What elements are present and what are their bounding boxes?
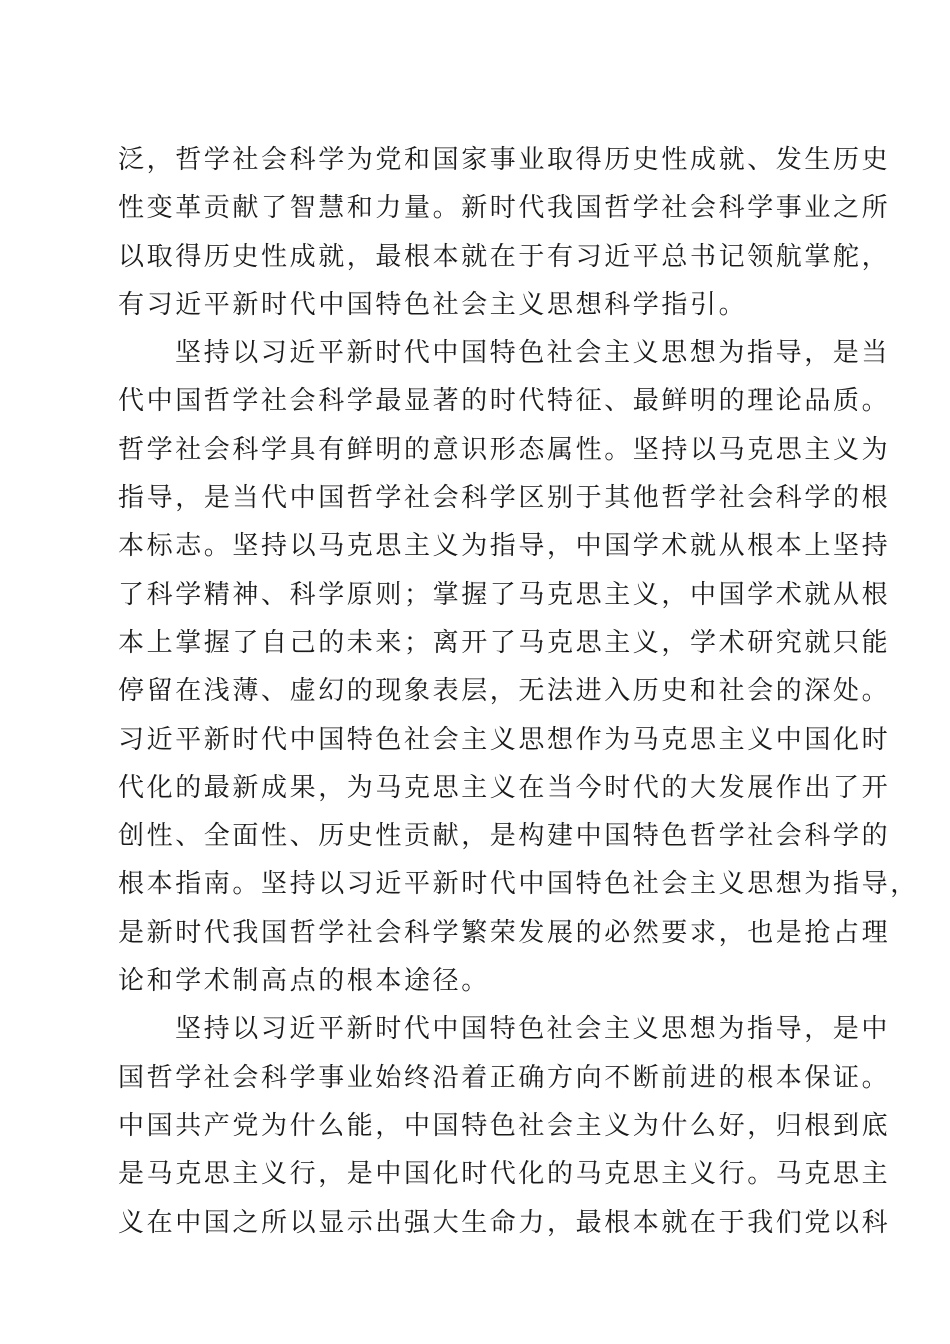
text-line: 哲学社会科学具有鲜明的意识形态属性。坚持以马克思主义为: [118, 434, 891, 465]
text-line: 本上掌握了自己的未来；离开了马克思主义，学术研究就只能: [118, 627, 891, 658]
text-line: 以取得历史性成就，最根本就在于有习近平总书记领航掌舵，: [118, 241, 891, 272]
text-line: 是马克思主义行，是中国化时代化的马克思主义行。马克思主: [118, 1159, 891, 1190]
text-line: 了科学精神、科学原则；掌握了马克思主义，中国学术就从根: [118, 579, 891, 610]
text-line: 国哲学社会科学事业始终沿着正确方向不断前进的根本保证。: [118, 1062, 891, 1093]
text-line-indented: 坚持以习近平新时代中国特色社会主义思想为指导，是当: [175, 338, 891, 369]
text-line-indented: 坚持以习近平新时代中国特色社会主义思想为指导，是中: [175, 1014, 891, 1045]
text-line: 论和学术制高点的根本途径。: [118, 966, 490, 997]
text-line: 创性、全面性、历史性贡献，是构建中国特色哲学社会科学的: [118, 821, 891, 852]
text-line: 代中国哲学社会科学最显著的时代特征、最鲜明的理论品质。: [118, 386, 891, 417]
paragraph-1: [118, 136, 891, 329]
text-line: 根本指南。坚持以习近平新时代中国特色社会主义思想为指导，: [118, 869, 919, 900]
text-line: 指导，是当代中国哲学社会科学区别于其他哲学社会科学的根: [118, 483, 891, 514]
text-line: 本标志。坚持以马克思主义为指导，中国学术就从根本上坚持: [118, 531, 891, 562]
text-line: 中国共产党为什么能，中国特色社会主义为什么好，归根到底: [118, 1110, 891, 1141]
text-line: 泛，哲学社会科学为党和国家事业取得历史性成就、发生历史: [118, 145, 891, 175]
document-body: [118, 136, 919, 1247]
text-line: 是新时代我国哲学社会科学繁荣发展的必然要求，也是抢占理: [118, 917, 891, 948]
text-line: 停留在浅薄、虚幻的现象表层，无法进入历史和社会的深处。: [118, 676, 891, 707]
paragraph-3: [118, 1005, 891, 1246]
paragraph-2: [118, 329, 919, 1005]
text-line: 性变革贡献了智慧和力量。新时代我国哲学社会科学事业之所: [118, 193, 891, 224]
text-line: 义在中国之所以显示出强大生命力，最根本就在于我们党以科: [118, 1207, 891, 1238]
text-line: 有习近平新时代中国特色社会主义思想科学指引。: [118, 289, 748, 320]
text-line: 代化的最新成果，为马克思主义在当今时代的大发展作出了开: [118, 772, 891, 803]
text-line: 习近平新时代中国特色社会主义思想作为马克思主义中国化时: [118, 724, 891, 755]
